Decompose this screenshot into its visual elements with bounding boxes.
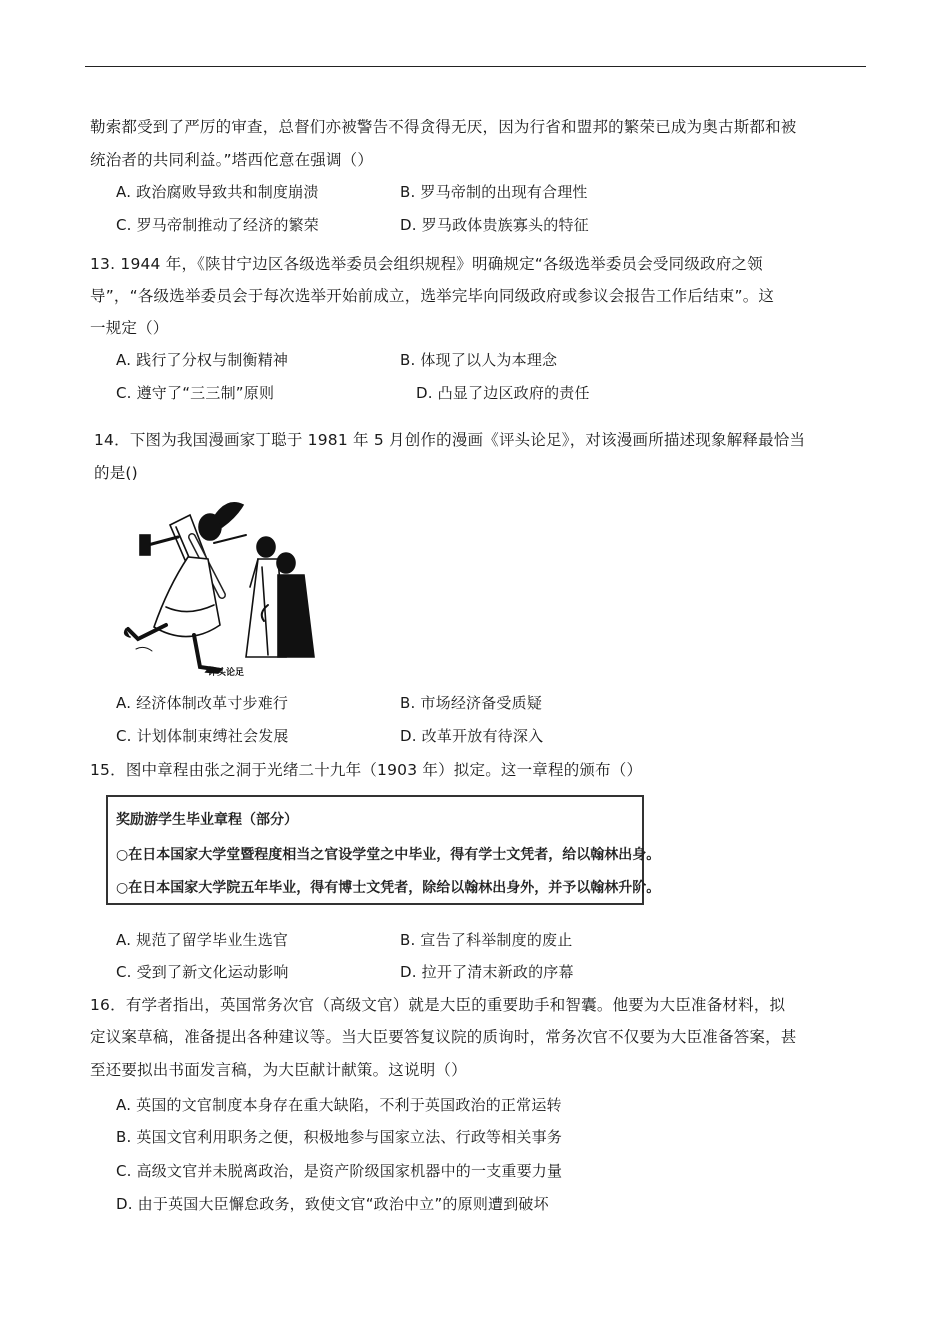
q16-option-b[interactable]: B. 英国文官利用职务之便，积极地参与国家立法、行政等相关事务 bbox=[116, 1128, 563, 1146]
header-rule bbox=[85, 66, 866, 67]
q16-stem-line1: 16．有学者指出，英国常务次官（高级文官）就是大臣的重要助手和智囊。他要为大臣准备材料，拟 bbox=[90, 996, 786, 1014]
charter-excerpt-box bbox=[106, 795, 661, 905]
cartoon-caption: 评头论足 bbox=[208, 668, 245, 678]
q15-option-b[interactable]: B. 宣告了科举制度的废止 bbox=[400, 931, 573, 949]
q13-stem-line3: 一规定（） bbox=[90, 319, 169, 337]
q15-option-c[interactable]: C. 受到了新文化运动影响 bbox=[116, 963, 289, 981]
q13-stem-line2: 导”，“各级选举委员会于每次选举开始前成立，选举完毕向同级政府或参议会报告工作后结束”。这 bbox=[90, 287, 775, 305]
q14-option-d[interactable]: D. 改革开放有待深入 bbox=[400, 727, 544, 745]
q12-option-b[interactable]: B. 罗马帝制的出现有合理性 bbox=[400, 183, 588, 201]
q14-option-c[interactable]: C. 计划体制束缚社会发展 bbox=[116, 727, 289, 745]
q14-option-b[interactable]: B. 市场经济备受质疑 bbox=[400, 694, 543, 712]
q14-stem-line1: 14．下图为我国漫画家丁聪于 1981 年 5 月创作的漫画《评头论足》，对该漫画所描述现象解释最恰当 bbox=[94, 431, 806, 449]
q12-option-a[interactable]: A. 政治腐败导致共和制度崩溃 bbox=[116, 183, 319, 201]
charter-item-1: ○在日本国家大学堂暨程度相当之官设学堂之中毕业，得有学士文凭者，给以翰林出身。 bbox=[116, 847, 661, 863]
q12-option-d[interactable]: D. 罗马政体贵族寡头的特征 bbox=[400, 216, 589, 234]
q15-option-d[interactable]: D. 拉开了清末新政的序幕 bbox=[400, 963, 574, 981]
q12-stem-line2: 统治者的共同利益。”塔西佗意在强调（） bbox=[90, 151, 374, 169]
cartoon-image bbox=[118, 497, 330, 679]
q15-stem-line1: 15．图中章程由张之洞于光绪二十九年（1903 年）拟定。这一章程的颁布（） bbox=[90, 761, 643, 779]
q16-option-a[interactable]: A. 英国的文官制度本身存在重大缺陷，不利于英国政治的正常运转 bbox=[116, 1096, 562, 1114]
q16-option-c[interactable]: C. 高级文官并未脱离政治，是资产阶级国家机器中的一支重要力量 bbox=[116, 1162, 563, 1180]
q14-stem-line2: 的是() bbox=[94, 464, 138, 482]
q16-option-d[interactable]: D. 由于英国大臣懈怠政务，致使文官“政治中立”的原则遭到破坏 bbox=[116, 1195, 549, 1213]
q14-option-a[interactable]: A. 经济体制改革寸步难行 bbox=[116, 694, 289, 712]
q12-stem-line1: 勒索都受到了严厉的审查，总督们亦被警告不得贪得无厌，因为行省和盟邦的繁荣已成为奥古斯都和被 bbox=[90, 118, 797, 136]
charter-title: 奖励游学生毕业章程（部分） bbox=[116, 812, 298, 828]
q13-option-d[interactable]: D. 凸显了边区政府的责任 bbox=[416, 384, 590, 402]
q12-option-c[interactable]: C. 罗马帝制推动了经济的繁荣 bbox=[116, 216, 320, 234]
q13-stem-line1: 13. 1944 年，《陕甘宁边区各级选举委员会组织规程》明确规定“各级选举委员会受同级政府之领 bbox=[90, 255, 763, 273]
q16-stem-line2: 定议案草稿，准备提出各种建议等。当大臣要答复议院的质询时，常务次官不仅要为大臣准备答案，甚 bbox=[90, 1028, 797, 1046]
q13-option-a[interactable]: A. 践行了分权与制衡精神 bbox=[116, 351, 289, 369]
charter-item-2: ○在日本国家大学院五年毕业，得有博士文凭者，除给以翰林出身外，并予以翰林升阶。 bbox=[116, 880, 661, 896]
q13-option-b[interactable]: B. 体现了以人为本理念 bbox=[400, 351, 558, 369]
q13-option-c[interactable]: C. 遵守了“三三制”原则 bbox=[116, 384, 275, 402]
q15-option-a[interactable]: A. 规范了留学毕业生选官 bbox=[116, 931, 289, 949]
q16-stem-line3: 至还要拟出书面发言稿，为大臣献计献策。这说明（） bbox=[90, 1061, 467, 1079]
